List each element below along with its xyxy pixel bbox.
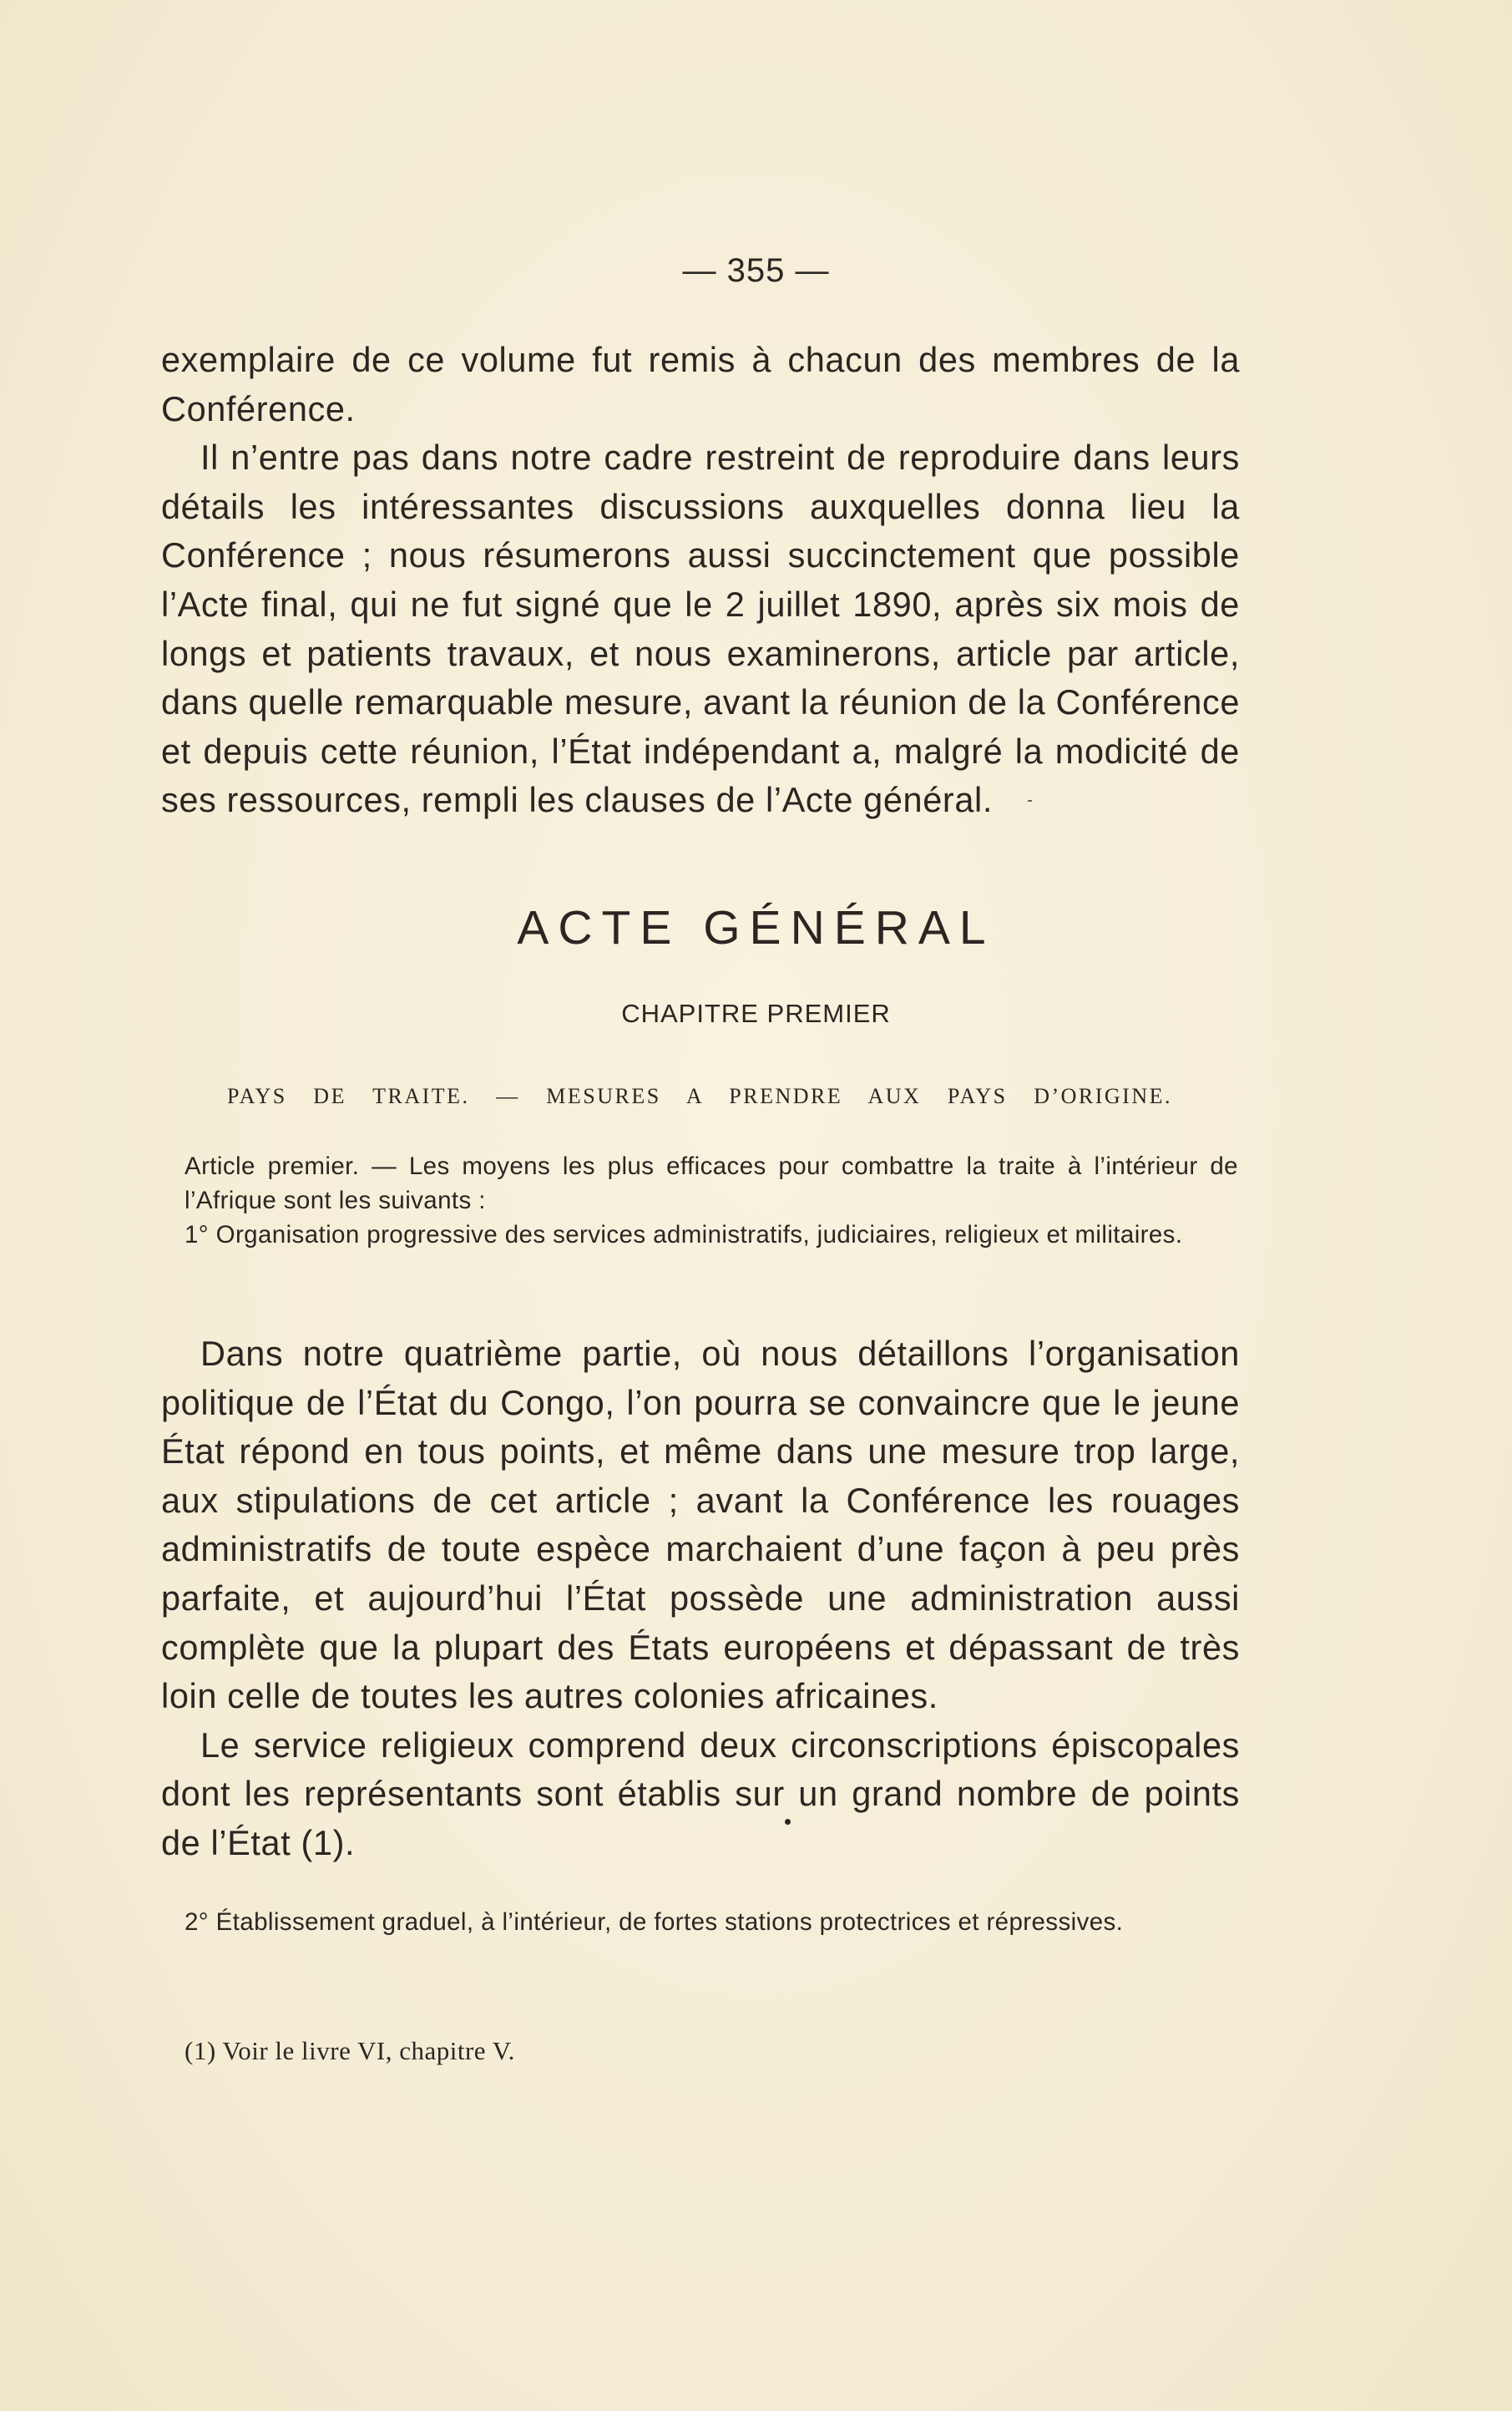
footnote: (1) Voir le livre VI, chapitre V.	[185, 2036, 515, 2065]
article-text	[185, 1149, 1238, 1252]
intro-paragraph-2: Il n’entre pas dans notre cadre restreint de reproduire dans leurs détails les intéressantes discussions auxquelles donna lieu la Conférence ; nous résumerons aussi succinctement que possible l’Acte final, qui ne fut signé que le 2 juillet 1890, après six mois de longs et patients travaux, et nous examinerons, article par article, dans quelle remarquable mesure, avant la réunion de la Conférence et depuis cette réunion, l’État indépendant a, malgré la modicité de ses ressources, rempli les clauses de l’Acte général.	[161, 438, 1240, 820]
commentary-paragraph-2: Le service religieux comprend deux circonscriptions épiscopales dont les représentants sont établis sur un grand nombre de points de l’État (1).	[161, 1725, 1240, 1862]
intro-text	[161, 336, 1240, 825]
chapter-title: CHAPITRE PREMIER	[621, 999, 891, 1028]
intro-paragraph-1: exemplaire de ce volume fut remis à chacun des membres de la Conférence.	[161, 340, 1240, 428]
commentary-paragraph-1: Dans notre quatrième partie, où nous détaillons l’organisation politique de l’État du Congo, l’on pourra se convaincre que le jeune État répond en tous points, et même dans une mesure trop large, aux stipulations de cet article ; avant la Conférence les rouages administratifs de toute espèce marchaient d’une façon à peu près parfaite, et aujourd’hui l’État possède une administration aussi complète que la plupart des États européens et dépassant de très loin celle de toutes les autres colonies africaines.	[161, 1334, 1240, 1716]
commentary-text	[161, 1330, 1240, 1868]
ink-dot	[785, 1819, 791, 1825]
article-paragraph-2: 1° Organisation progressive des services administratifs, judiciaires, religieux et militaires.	[185, 1221, 1183, 1249]
main-title: ACTE GÉNÉRAL	[517, 901, 995, 955]
chapter-subtitle: PAYS DE TRAITE. — MESURES A PRENDRE AUX PAYS D’ORIGINE.	[227, 1084, 1172, 1108]
article-paragraph-1: Article premier. — Les moyens les plus efficaces pour combattre la traite à l’intérieur de l’Afrique sont les suivants :	[185, 1152, 1238, 1214]
ink-speck	[1028, 800, 1032, 802]
article-item-2	[185, 1905, 1238, 1939]
article-item-2-text: 2° Établissement graduel, à l’intérieur, de fortes stations protectrices et répressives.	[185, 1908, 1124, 1936]
page-number: — 355 —	[682, 252, 830, 289]
